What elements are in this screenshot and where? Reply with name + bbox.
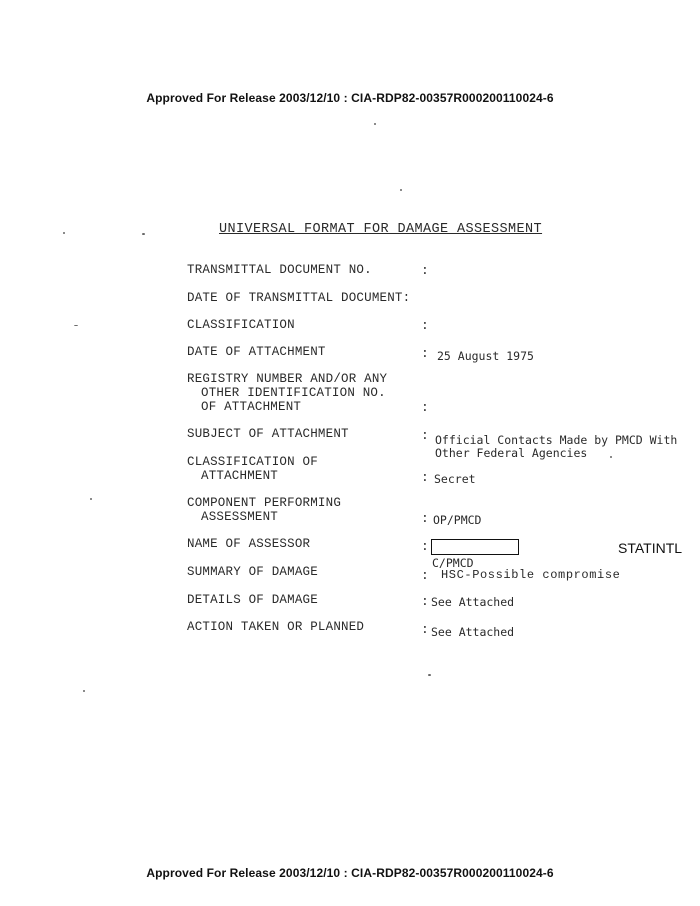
colon: :	[421, 568, 429, 583]
label-subject: SUBJECT OF ATTACHMENT	[187, 427, 349, 441]
statintl-stamp: STATINTL	[618, 540, 683, 556]
value-damage-summary: HSC-Possible compromise	[441, 568, 621, 582]
label-transmittal-doc-no: TRANSMITTAL DOCUMENT NO.	[187, 263, 372, 277]
scan-speck	[74, 325, 78, 326]
scan-speck	[90, 498, 92, 500]
release-header: Approved For Release 2003/12/10 : CIA-RDP82-00357R000200110024-6	[146, 91, 554, 105]
scan-speck	[374, 123, 376, 125]
colon: :	[421, 428, 429, 443]
colon: :	[421, 511, 429, 526]
scan-speck	[63, 232, 65, 234]
label-action: ACTION TAKEN OR PLANNED	[187, 620, 365, 634]
label-attachment-classification: CLASSIFICATION OF ATTACHMENT	[187, 455, 318, 483]
label-assessor: NAME OF ASSESSOR	[187, 537, 311, 551]
value-action: See Attached	[431, 625, 515, 639]
scan-speck	[610, 456, 612, 458]
colon: :	[421, 539, 429, 554]
colon: :	[421, 263, 429, 278]
redaction-box	[431, 539, 519, 555]
label-registry-number: REGISTRY NUMBER AND/OR ANY OTHER IDENTIFICATION NO. OF ATTACHMENT	[187, 372, 388, 414]
value-assessor: C/PMCD	[432, 556, 474, 570]
value-component: OP/PMCD	[433, 513, 482, 527]
value-attachment-classification: Secret	[434, 472, 476, 486]
scan-speck	[142, 233, 145, 235]
colon: :	[421, 318, 429, 333]
colon: :	[421, 400, 429, 415]
colon: :	[421, 594, 429, 609]
release-footer: Approved For Release 2003/12/10 : CIA-RDP82-00357R000200110024-6	[146, 866, 554, 880]
value-subject-line2: Other Federal Agencies	[435, 446, 588, 460]
colon: :	[421, 470, 429, 485]
label-attachment-date: DATE OF ATTACHMENT	[187, 345, 326, 359]
form-title: UNIVERSAL FORMAT FOR DAMAGE ASSESSMENT	[219, 222, 543, 237]
label-damage-summary: SUMMARY OF DAMAGE	[187, 565, 318, 579]
label-damage-details: DETAILS OF DAMAGE	[187, 593, 318, 607]
label-component: COMPONENT PERFORMING ASSESSMENT	[187, 496, 342, 524]
scan-speck	[83, 690, 85, 692]
colon: :	[421, 346, 429, 361]
label-classification: CLASSIFICATION	[187, 318, 295, 332]
value-damage-details: See Attached	[431, 595, 515, 609]
value-attachment-date: 25 August 1975	[437, 349, 534, 363]
scan-speck	[400, 189, 402, 191]
colon: :	[421, 622, 429, 637]
scan-speck	[428, 674, 431, 676]
label-transmittal-date: DATE OF TRANSMITTAL DOCUMENT:	[187, 291, 411, 305]
value-subject-line1: Official Contacts Made by PMCD With	[435, 433, 678, 447]
